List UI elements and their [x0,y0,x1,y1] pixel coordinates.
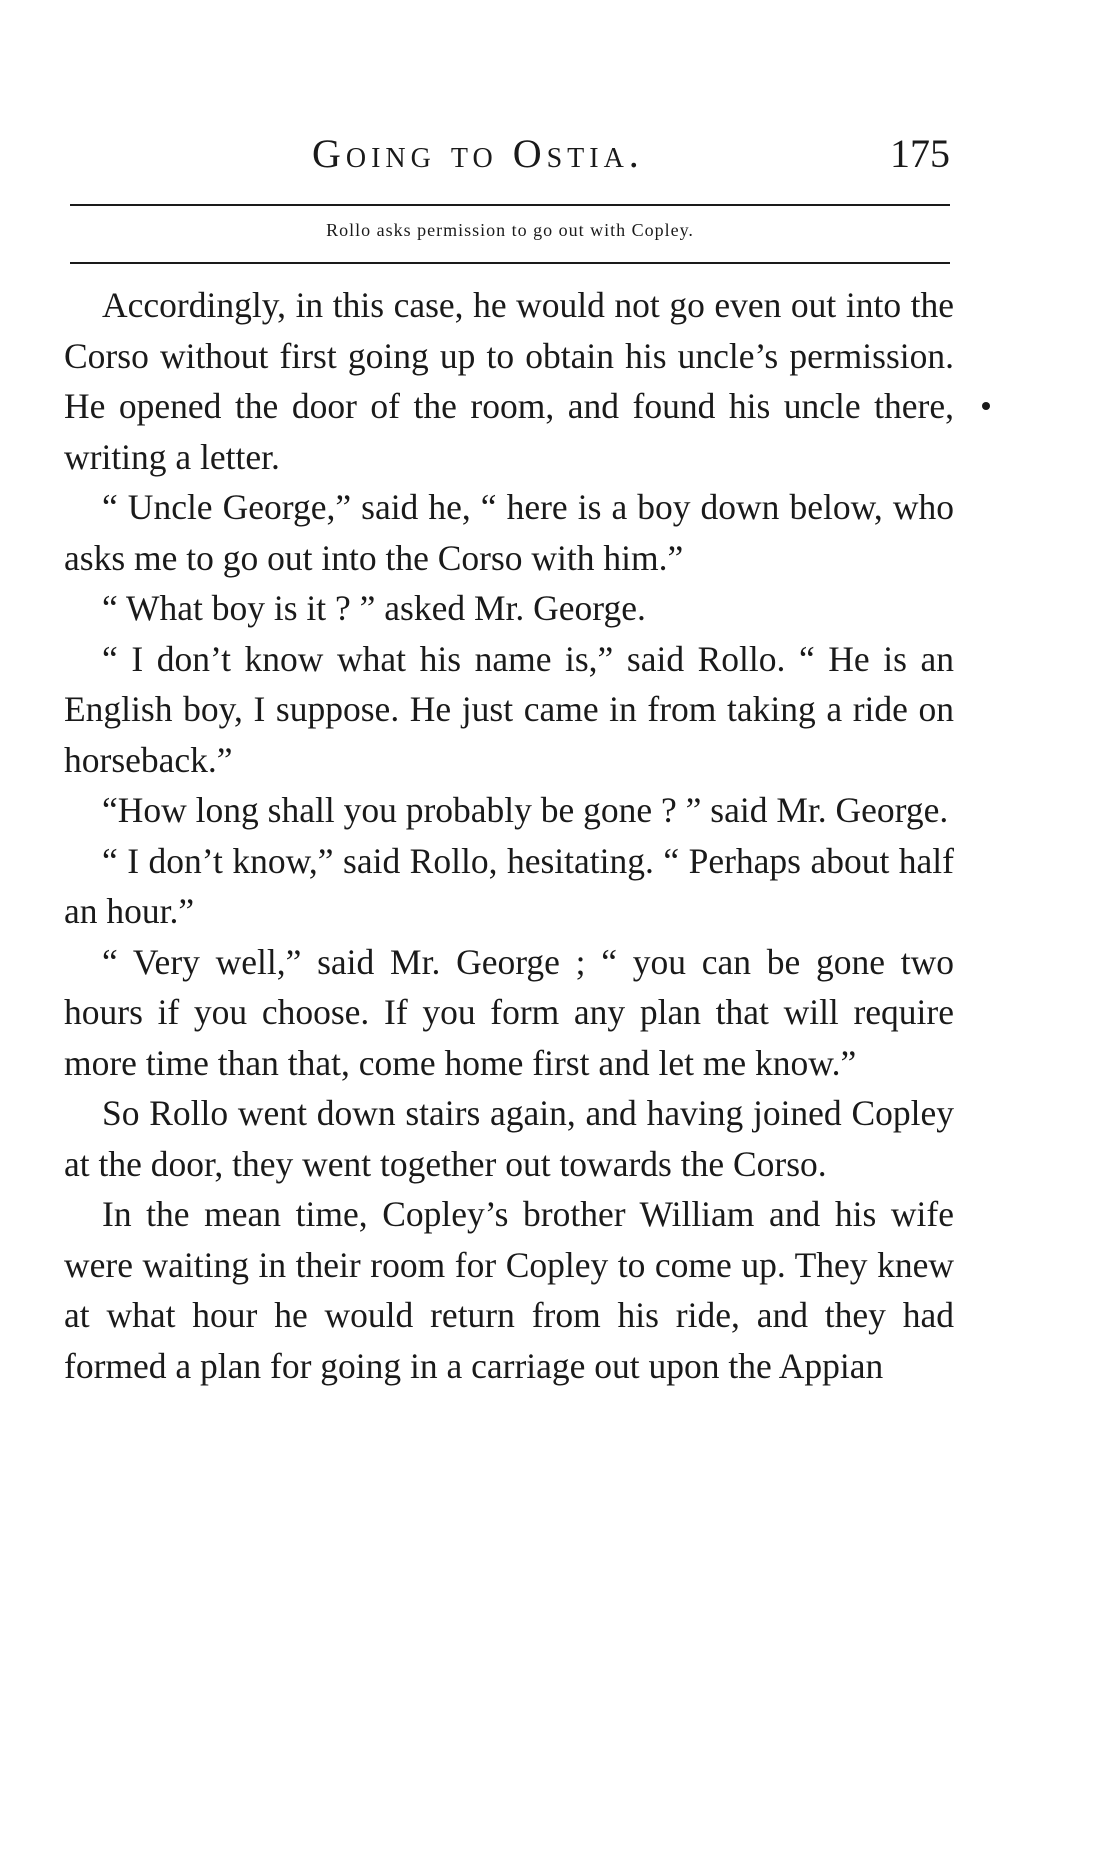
paragraph: In the mean time, Copley’s brother William and his wife were waiting in their room for Copley to come up. They knew at what hour he would return from his ride, and they had formed a plan for going in a carriage out upon the Appian [64,1194,954,1386]
margin-mark [982,402,990,410]
paragraph: “ What boy is it ? ” asked Mr. George. [102,588,646,628]
paragraph: Accordingly, in this case, he would not go even out into the Corso without first going up to obtain his uncle’s permission. He opened the door of the room, and found his uncle there, writing a letter. [64,285,954,477]
paragraph: “How long shall you probably be gone ? ” said Mr. George. [102,790,949,830]
header-rule-bottom [70,262,950,264]
running-title: Going to Ostia. [312,131,644,176]
chapter-subtitle: Rollo asks permission to go out with Copley. [326,220,694,240]
paragraph: “ I don’t know what his name is,” said Rollo. “ He is an English boy, I suppose. He just came in from taking a ride on horseback.” [64,638,954,780]
running-head [70,130,950,190]
paragraph: “ I don’t know,” said Rollo, hesitating. “ Perhaps about half an hour.” [64,840,954,931]
page-number: 175 [890,131,950,176]
header-rule-top [70,204,950,206]
paragraph: So Rollo went down stairs again, and having joined Copley at the door, they went together out towards the Corso. [64,1093,954,1184]
body-text [64,280,954,1391]
paragraph: “ Uncle George,” said he, “ here is a boy down below, who asks me to go out into the Corso with him.” [64,487,954,578]
paragraph: “ Very well,” said Mr. George ; “ you can be gone two hours if you choose. If you form any plan that will require more time than that, come home first and let me know.” [64,941,954,1083]
